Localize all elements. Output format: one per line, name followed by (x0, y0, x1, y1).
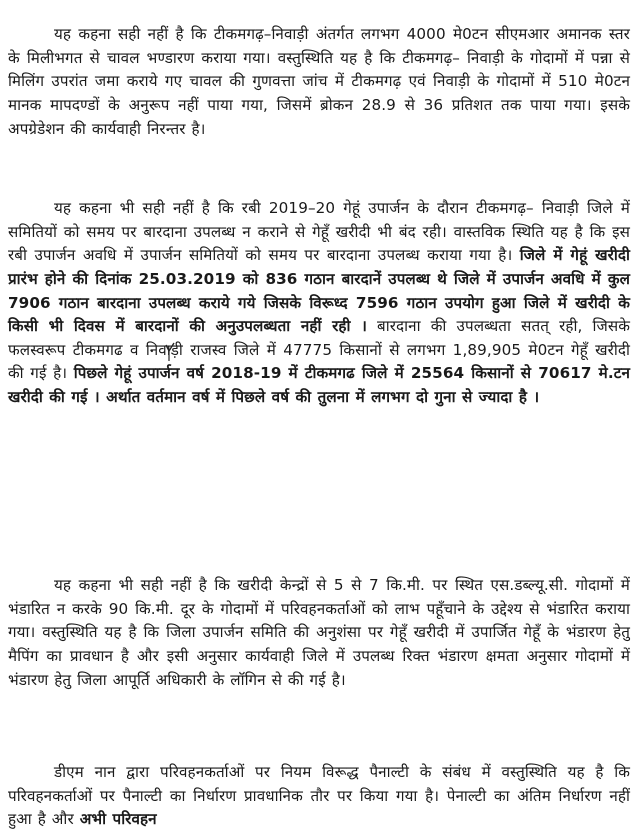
paragraph-text: यह कहना सही नहीं है कि टीकमगढ़–निवाड़ी अंतर्गत लगभग 4000 मे0टन सीएमआर अमानक स्तर के मिलीभगत से चावल भण्डारण कराया गया। वस्तुस्थिति यह है कि टीकमगढ़– निवाड़ी के गोदामों में पन्ना से मिलिंग उपरांत जमा कराये गए चावल की गुणवत्ता जांच में टीकमगढ़ एवं निवाड़ी के गोदामों में 510 मे0टन मानक मापदण्डों के अनुरूप नहीं पाया गया, जिसमें ब्रोकन 28.9 से 36 प्रतिशत तक पाया गया। इसके अपग्रेडेशन की कार्यवाही निरन्तर है। (8, 25, 630, 138)
paragraph-rice-storage (8, 23, 630, 141)
bold-bardana-statement: जिले में गेहूं खरीदी प्रारंभ होने की दिनांक 25.03.2019 को 836 गठान बारदानें उपलब्ध थे जिले में उपार्जन अवधि में कुल 7906 गठान बारदाना उपलब्ध कराये गये जिसके विरूध्द 7596 गठान उपयोग हुआ जिले में खरीदी के किसी भी दिवस में बारदानों की अनुउपलब्धता नहीं रही । (8, 246, 630, 336)
paragraph-penalty (8, 761, 630, 832)
handwritten-tick-mark (163, 341, 177, 363)
bold-trailing-text: अभी परिवहन (79, 810, 157, 829)
paragraph-text: बारदाना की उपलब्धता सतत् रही, जिसके फलस्वरूप टीकमगढ व निवाड़ी राजस्व जिले में 47775 किसानों से लगभग 1,89,905 मे0टन गेहूँ खरीदी की गई है। (8, 317, 630, 383)
paragraph-godown-storage (8, 574, 630, 692)
paragraph-wheel-procurement (8, 197, 630, 409)
paragraph-text: डीएम नान द्वारा परिवहनकर्ताओं पर नियम विरूद्ध पैनाल्टी के संबंध में वस्तुस्थिति यह है कि परिवहनकर्ताओं पर पैनाल्टी का निर्धारण प्रावधानिक तौर पर किया गया है। पेनाल्टी का अंतिम निर्धारण नहीं हुआ है और (8, 763, 630, 829)
paragraph-text: यह कहना भी सही नहीं है कि खरीदी केन्द्रों से 5 से 7 कि.मी. पर स्थित एस.डब्ल्यू.सी. गोदामों में भंडारित न करके 90 कि.मी. दूर के गोदामों में परिवहनकर्ताओं को लाभ पहूँचाने के उद्देश्य से भंडारित कराया गया। वस्तुस्थिति यह है कि जिला उपार्जन समिति की अनुशंसा पर गेहूँ खरीदी में उपार्जित गेहूँ के भंडारण हेतु मैपिंग का प्रावधान है और इसी अनुसार कार्यवाही जिले में उपलब्ध रिक्त भंडारण क्षमता अनुसार गोदामों में भंडारण हेतु जिला आपूर्ति अधिकारी के लॉगिन से की गई है। (8, 576, 630, 689)
bold-comparison-statement: पिछले गेहूं उपार्जन वर्ष 2018-19 में टीकमगढ जिले में 25564 किसानों से 70617 मे.टन खरीदी की गई । अर्थात वर्तमान वर्ष में पिछले वर्ष की तुलना में लगभग दो गुना से ज्यादा है । (8, 364, 630, 406)
paragraph-text: यह कहना भी सही नहीं है कि रबी 2019–20 गेहूं उपार्जन के दौरान टीकमगढ़– निवाड़ी जिले में समितियों को समय पर बारदाना उपलब्ध न कराने से गेहूँ खरीदी भी बंद रही। वास्तविक स्थिति यह है कि इस रबी उपार्जन अवधि में उपार्जन समितियों को समय पर बारदाना उपलब्ध कराया गया है। (8, 199, 630, 265)
